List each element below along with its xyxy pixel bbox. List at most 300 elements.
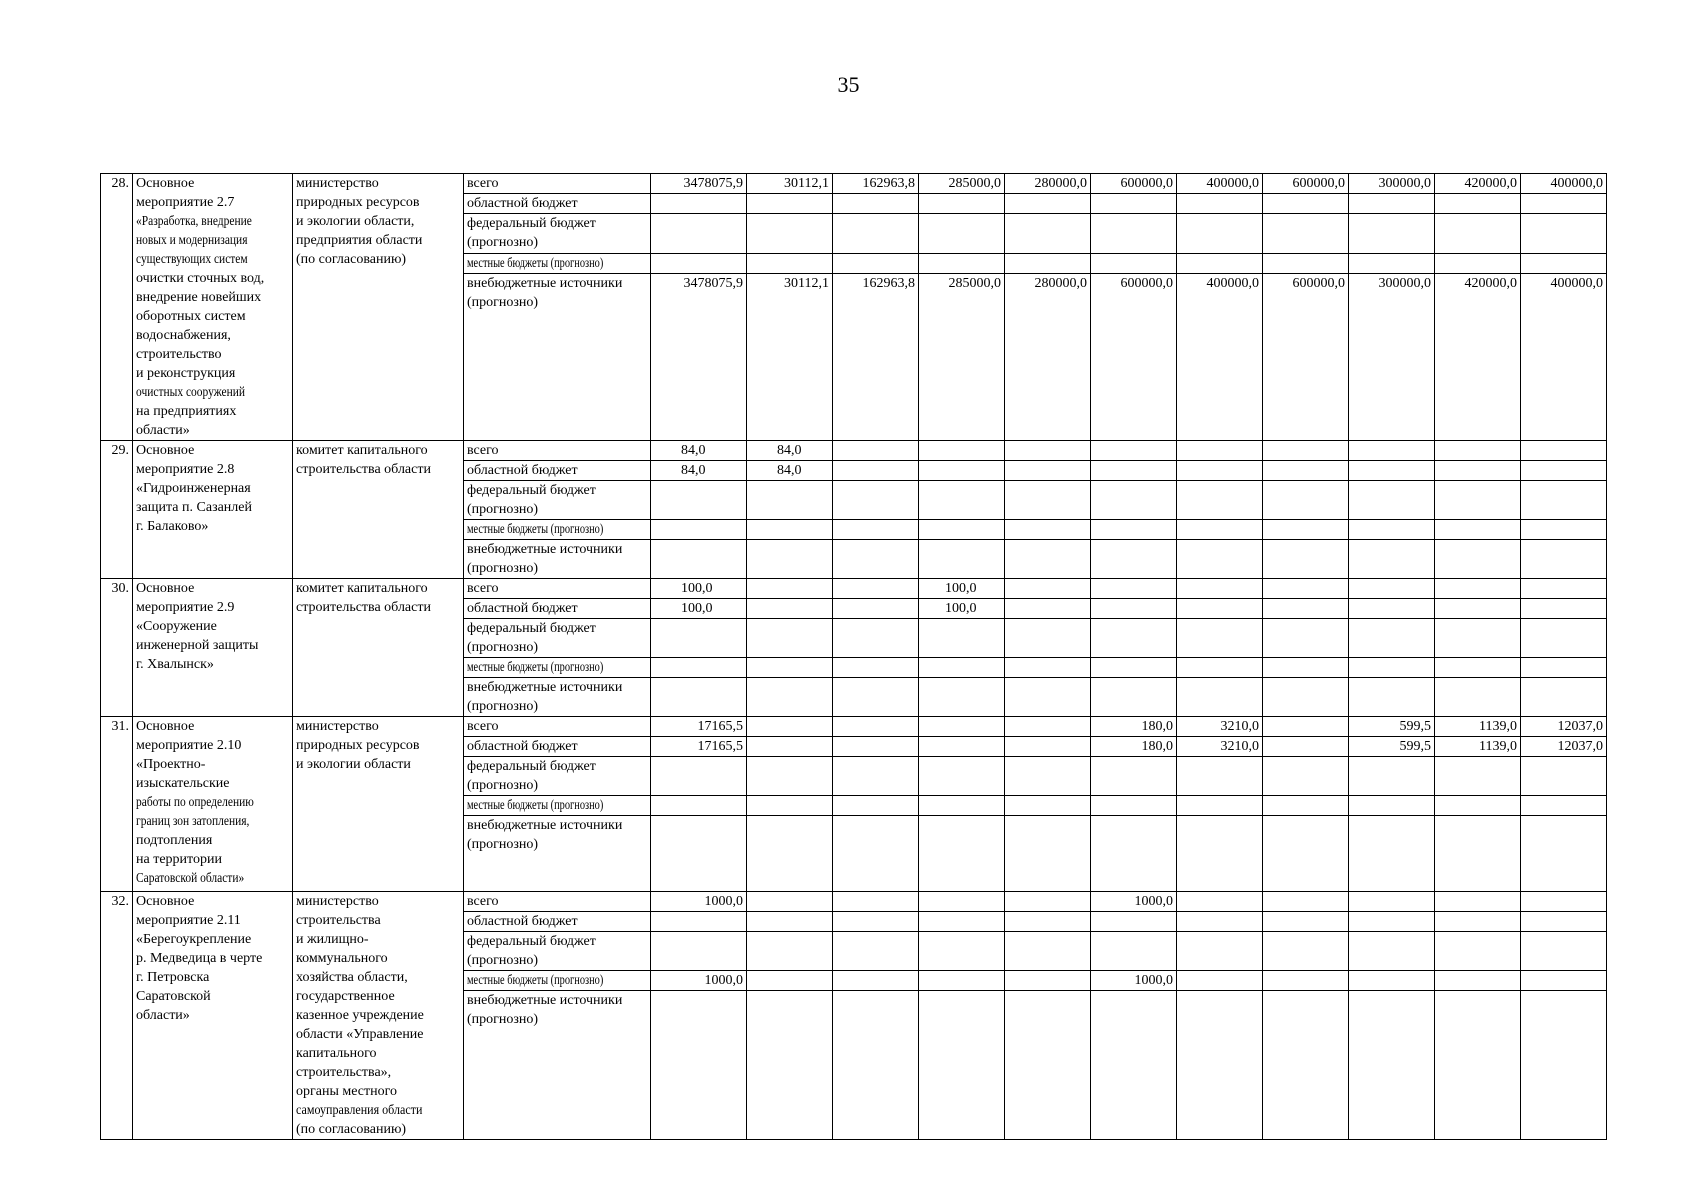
amount-cell: 1000,0: [651, 892, 747, 912]
amount-cell: [747, 619, 833, 658]
amount-cell: [919, 932, 1005, 971]
amount-cell: [833, 717, 919, 737]
amount-cell: [1435, 540, 1521, 579]
amount-cell: [833, 991, 919, 1140]
event-name-line: Основное: [136, 443, 195, 458]
amount-cell: [1349, 816, 1435, 892]
funding-source: областной бюджет: [464, 194, 651, 214]
executor-line: и экологии области: [296, 757, 411, 772]
amount-cell: 84,0: [651, 441, 747, 461]
executor-line: казенное учреждение: [296, 1008, 424, 1023]
amount-cell: 100,0: [651, 599, 747, 619]
amount-cell: [833, 678, 919, 717]
amount-cell: [1005, 441, 1091, 461]
amount-cell: 84,0: [747, 461, 833, 481]
event-name-line: работы по определению: [136, 795, 254, 810]
executor-line: строительства: [296, 913, 381, 928]
amount-cell: [1005, 971, 1091, 991]
amount-cell: [1005, 717, 1091, 737]
amount-cell: [651, 912, 747, 932]
amount-cell: [1349, 757, 1435, 796]
event-name: [133, 579, 293, 717]
amount-cell: [1263, 194, 1349, 214]
table-row: [101, 579, 1607, 599]
event-name-line: защита п. Сазанлей: [136, 500, 252, 515]
amount-cell: [747, 737, 833, 757]
amount-cell: 30112,1: [747, 174, 833, 194]
executor: [293, 892, 464, 1140]
executor-line: комитет капитального: [296, 443, 428, 458]
amount-cell: [1091, 520, 1177, 540]
executor-line: и экологии области,: [296, 214, 415, 229]
amount-cell: 30112,1: [747, 273, 833, 440]
executor-line: комитет капитального: [296, 581, 428, 596]
executor: [293, 717, 464, 892]
amount-cell: [833, 816, 919, 892]
amount-cell: [919, 796, 1005, 816]
amount-cell: [1349, 678, 1435, 717]
amount-cell: [1435, 892, 1521, 912]
amount-cell: [1349, 796, 1435, 816]
event-name-line: изыскательские: [136, 776, 230, 791]
funding-source: внебюджетные источники (прогнозно): [464, 816, 651, 892]
amount-cell: 400000,0: [1521, 174, 1607, 194]
executor-line: строительства области: [296, 462, 431, 477]
amount-cell: [1435, 658, 1521, 678]
amount-cell: [1177, 214, 1263, 253]
amount-cell: [1435, 971, 1521, 991]
amount-cell: [1521, 678, 1607, 717]
amount-cell: 162963,8: [833, 273, 919, 440]
amount-cell: [1263, 253, 1349, 273]
amount-cell: 1000,0: [1091, 971, 1177, 991]
amount-cell: [651, 757, 747, 796]
amount-cell: [1005, 737, 1091, 757]
amount-cell: [1091, 757, 1177, 796]
event-name-line: «Сооружение: [136, 619, 217, 634]
amount-cell: [1263, 717, 1349, 737]
amount-cell: [1177, 932, 1263, 971]
amount-cell: [919, 816, 1005, 892]
amount-cell: [1435, 599, 1521, 619]
event-name-line: Основное: [136, 719, 195, 734]
amount-cell: [1263, 991, 1349, 1140]
row-number: 29.: [101, 441, 133, 579]
event-name: [133, 717, 293, 892]
funding-source: федеральный бюджет (прогнозно): [464, 932, 651, 971]
amount-cell: [747, 481, 833, 520]
funding-source: всего: [464, 441, 651, 461]
amount-cell: [1005, 520, 1091, 540]
amount-cell: 162963,8: [833, 174, 919, 194]
amount-cell: [1005, 579, 1091, 599]
amount-cell: [1177, 619, 1263, 658]
amount-cell: [1263, 520, 1349, 540]
amount-cell: [1263, 579, 1349, 599]
amount-cell: [1091, 214, 1177, 253]
executor-line: строительства области: [296, 600, 431, 615]
amount-cell: [1521, 253, 1607, 273]
amount-cell: 599,5: [1349, 737, 1435, 757]
executor: [293, 579, 464, 717]
amount-cell: [1349, 579, 1435, 599]
event-name-line: мероприятие 2.9: [136, 600, 235, 615]
amount-cell: 180,0: [1091, 717, 1177, 737]
table-row: [101, 441, 1607, 461]
amount-cell: [833, 214, 919, 253]
amount-cell: [1177, 540, 1263, 579]
amount-cell: 600000,0: [1091, 174, 1177, 194]
amount-cell: [1005, 932, 1091, 971]
executor-line: министерство: [296, 894, 379, 909]
executor-line: строительства»,: [296, 1065, 392, 1080]
amount-cell: [919, 912, 1005, 932]
event-name-line: Саратовской: [136, 989, 211, 1004]
amount-cell: [1177, 579, 1263, 599]
amount-cell: [919, 441, 1005, 461]
amount-cell: [833, 932, 919, 971]
amount-cell: [1177, 481, 1263, 520]
funding-source: местные бюджеты (прогнозно): [464, 971, 651, 991]
amount-cell: [1005, 678, 1091, 717]
amount-cell: [1091, 912, 1177, 932]
event-name-line: на территории: [136, 852, 222, 867]
amount-cell: [1435, 441, 1521, 461]
amount-cell: 285000,0: [919, 174, 1005, 194]
amount-cell: [919, 658, 1005, 678]
amount-cell: [1263, 971, 1349, 991]
amount-cell: [1091, 599, 1177, 619]
funding-source: местные бюджеты (прогнозно): [464, 796, 651, 816]
amount-cell: [747, 892, 833, 912]
amount-cell: [1005, 599, 1091, 619]
executor-line: министерство: [296, 176, 379, 191]
event-name-line: инженерной защиты: [136, 638, 259, 653]
amount-cell: [651, 481, 747, 520]
funding-source: всего: [464, 579, 651, 599]
amount-cell: [747, 540, 833, 579]
amount-cell: 100,0: [651, 579, 747, 599]
funding-source: областной бюджет: [464, 912, 651, 932]
row-number: 31.: [101, 717, 133, 892]
amount-cell: [1005, 481, 1091, 520]
executor-line: области «Управление: [296, 1027, 424, 1042]
amount-cell: [1521, 991, 1607, 1140]
event-name: [133, 892, 293, 1140]
amount-cell: [1177, 912, 1263, 932]
amount-cell: [833, 520, 919, 540]
amount-cell: [919, 717, 1005, 737]
amount-cell: [1005, 619, 1091, 658]
amount-cell: [1005, 757, 1091, 796]
funding-source: федеральный бюджет (прогнозно): [464, 481, 651, 520]
funding-source: внебюджетные источники (прогнозно): [464, 540, 651, 579]
amount-cell: 285000,0: [919, 273, 1005, 440]
amount-cell: [1263, 678, 1349, 717]
amount-cell: [1435, 912, 1521, 932]
amount-cell: [1521, 194, 1607, 214]
amount-cell: [747, 717, 833, 737]
event-name-line: внедрение новейших: [136, 290, 262, 305]
amount-cell: [1091, 991, 1177, 1140]
amount-cell: 100,0: [919, 579, 1005, 599]
amount-cell: [833, 579, 919, 599]
amount-cell: [919, 892, 1005, 912]
amount-cell: [651, 658, 747, 678]
executor-line: министерство: [296, 719, 379, 734]
amount-cell: [747, 194, 833, 214]
amount-cell: 1000,0: [651, 971, 747, 991]
amount-cell: 400000,0: [1177, 174, 1263, 194]
amount-cell: [833, 971, 919, 991]
amount-cell: [1005, 253, 1091, 273]
amount-cell: [1435, 520, 1521, 540]
amount-cell: [1263, 757, 1349, 796]
amount-cell: [833, 892, 919, 912]
amount-cell: [1263, 892, 1349, 912]
amount-cell: [1521, 599, 1607, 619]
amount-cell: [1349, 461, 1435, 481]
event-name-line: области»: [136, 423, 190, 438]
amount-cell: 600000,0: [1263, 273, 1349, 440]
amount-cell: [1177, 194, 1263, 214]
amount-cell: [1177, 816, 1263, 892]
amount-cell: [651, 932, 747, 971]
event-name-line: г. Хвалынск»: [136, 657, 214, 672]
amount-cell: 84,0: [651, 461, 747, 481]
amount-cell: [747, 757, 833, 796]
amount-cell: [1005, 658, 1091, 678]
amount-cell: [1263, 441, 1349, 461]
funding-source: местные бюджеты (прогнозно): [464, 520, 651, 540]
event-name-line: р. Медведица в черте: [136, 951, 263, 966]
amount-cell: [919, 194, 1005, 214]
amount-cell: [1521, 461, 1607, 481]
event-name: [133, 174, 293, 441]
event-name-line: мероприятие 2.8: [136, 462, 235, 477]
amount-cell: [747, 658, 833, 678]
amount-cell: [1263, 481, 1349, 520]
amount-cell: [747, 816, 833, 892]
amount-cell: [1177, 658, 1263, 678]
event-name-line: очистных сооружений: [136, 385, 246, 400]
row-number: 28.: [101, 174, 133, 441]
funding-source: всего: [464, 717, 651, 737]
amount-cell: [1435, 214, 1521, 253]
amount-cell: [1349, 971, 1435, 991]
executor-line: государственное: [296, 989, 395, 1004]
executor-line: (по согласованию): [296, 1122, 407, 1137]
amount-cell: [747, 991, 833, 1140]
amount-cell: [1263, 932, 1349, 971]
amount-cell: [1005, 540, 1091, 579]
amount-cell: [1005, 796, 1091, 816]
amount-cell: [1091, 540, 1177, 579]
event-name-line: границ зон затопления,: [136, 814, 250, 829]
amount-cell: 1000,0: [1091, 892, 1177, 912]
amount-cell: [1263, 214, 1349, 253]
amount-cell: [833, 481, 919, 520]
event-name-line: Основное: [136, 581, 195, 596]
amount-cell: [1349, 658, 1435, 678]
amount-cell: [747, 796, 833, 816]
event-name-line: мероприятие 2.7: [136, 195, 235, 210]
amount-cell: 300000,0: [1349, 174, 1435, 194]
event-name-line: очистки сточных вод,: [136, 271, 265, 286]
executor: [293, 441, 464, 579]
amount-cell: [747, 678, 833, 717]
funding-source: внебюджетные источники (прогнозно): [464, 273, 651, 440]
amount-cell: 12037,0: [1521, 737, 1607, 757]
amount-cell: [919, 253, 1005, 273]
amount-cell: [1521, 658, 1607, 678]
amount-cell: 600000,0: [1263, 174, 1349, 194]
amount-cell: [1177, 991, 1263, 1140]
amount-cell: [1349, 194, 1435, 214]
amount-cell: [1349, 253, 1435, 273]
amount-cell: [919, 481, 1005, 520]
executor-line: хозяйства области,: [296, 970, 408, 985]
amount-cell: [747, 520, 833, 540]
funding-source: местные бюджеты (прогнозно): [464, 253, 651, 273]
amount-cell: [651, 540, 747, 579]
amount-cell: [919, 971, 1005, 991]
amount-cell: [1435, 579, 1521, 599]
amount-cell: [1521, 932, 1607, 971]
amount-cell: [1521, 520, 1607, 540]
amount-cell: [1005, 194, 1091, 214]
event-name-line: Саратовской области»: [136, 871, 245, 886]
amount-cell: [919, 737, 1005, 757]
amount-cell: [1521, 441, 1607, 461]
event-name-line: существующих систем: [136, 252, 248, 267]
executor-line: природных ресурсов: [296, 195, 420, 210]
amount-cell: [1091, 194, 1177, 214]
funding-source: местные бюджеты (прогнозно): [464, 658, 651, 678]
amount-cell: [1435, 253, 1521, 273]
amount-cell: [1435, 194, 1521, 214]
amount-cell: [1005, 214, 1091, 253]
amount-cell: [1349, 540, 1435, 579]
amount-cell: [1435, 816, 1521, 892]
amount-cell: [1091, 441, 1177, 461]
amount-cell: [1091, 796, 1177, 816]
amount-cell: 280000,0: [1005, 273, 1091, 440]
amount-cell: [1263, 461, 1349, 481]
amount-cell: [833, 737, 919, 757]
amount-cell: 12037,0: [1521, 717, 1607, 737]
amount-cell: [651, 253, 747, 273]
event-name-line: «Гидроинженерная: [136, 481, 251, 496]
amount-cell: [919, 520, 1005, 540]
amount-cell: [747, 253, 833, 273]
executor-line: капитального: [296, 1046, 377, 1061]
amount-cell: 300000,0: [1349, 273, 1435, 440]
amount-cell: [1435, 678, 1521, 717]
amount-cell: [833, 658, 919, 678]
amount-cell: [747, 599, 833, 619]
amount-cell: [833, 441, 919, 461]
amount-cell: 3478075,9: [651, 174, 747, 194]
amount-cell: [747, 932, 833, 971]
funding-source: всего: [464, 892, 651, 912]
amount-cell: 3478075,9: [651, 273, 747, 440]
amount-cell: [1177, 520, 1263, 540]
amount-cell: 400000,0: [1521, 273, 1607, 440]
amount-cell: [747, 971, 833, 991]
event-name-line: мероприятие 2.10: [136, 738, 242, 753]
amount-cell: [1349, 932, 1435, 971]
executor-line: (по согласованию): [296, 252, 407, 267]
amount-cell: [1263, 540, 1349, 579]
funding-source: областной бюджет: [464, 461, 651, 481]
amount-cell: [1005, 912, 1091, 932]
amount-cell: [1349, 441, 1435, 461]
event-name-line: и реконструкция: [136, 366, 236, 381]
budget-table: [100, 173, 1607, 1140]
event-name-line: «Разработка, внедрение: [136, 214, 252, 229]
amount-cell: [1177, 253, 1263, 273]
amount-cell: [1521, 481, 1607, 520]
executor-line: самоуправления области: [296, 1103, 423, 1118]
amount-cell: [833, 540, 919, 579]
amount-cell: [651, 796, 747, 816]
amount-cell: [1435, 796, 1521, 816]
amount-cell: [1521, 892, 1607, 912]
amount-cell: [1005, 991, 1091, 1140]
amount-cell: [1263, 658, 1349, 678]
amount-cell: [651, 194, 747, 214]
executor-line: и жилищно-: [296, 932, 369, 947]
amount-cell: [651, 678, 747, 717]
funding-source: областной бюджет: [464, 599, 651, 619]
event-name-line: г. Петровска: [136, 970, 210, 985]
amount-cell: [1521, 619, 1607, 658]
event-name-line: оборотных систем: [136, 309, 246, 324]
table-body: [101, 174, 1607, 1140]
amount-cell: 17165,5: [651, 717, 747, 737]
amount-cell: [1521, 757, 1607, 796]
event-name-line: области»: [136, 1008, 190, 1023]
amount-cell: [1435, 991, 1521, 1140]
executor: [293, 174, 464, 441]
amount-cell: [1435, 481, 1521, 520]
amount-cell: [919, 461, 1005, 481]
executor-line: природных ресурсов: [296, 738, 420, 753]
amount-cell: [1435, 932, 1521, 971]
amount-cell: [1521, 971, 1607, 991]
funding-source: внебюджетные источники (прогнозно): [464, 678, 651, 717]
amount-cell: [1521, 796, 1607, 816]
funding-source: федеральный бюджет (прогнозно): [464, 757, 651, 796]
amount-cell: 280000,0: [1005, 174, 1091, 194]
amount-cell: [1177, 461, 1263, 481]
amount-cell: [919, 678, 1005, 717]
amount-cell: [919, 214, 1005, 253]
amount-cell: [1091, 932, 1177, 971]
amount-cell: [1521, 214, 1607, 253]
amount-cell: [1349, 912, 1435, 932]
amount-cell: [1177, 971, 1263, 991]
event-name-line: строительство: [136, 347, 222, 362]
funding-source: федеральный бюджет (прогнозно): [464, 214, 651, 253]
amount-cell: [1435, 461, 1521, 481]
amount-cell: [919, 540, 1005, 579]
amount-cell: [1521, 816, 1607, 892]
executor-line: органы местного: [296, 1084, 397, 1099]
amount-cell: [747, 579, 833, 599]
amount-cell: [833, 599, 919, 619]
